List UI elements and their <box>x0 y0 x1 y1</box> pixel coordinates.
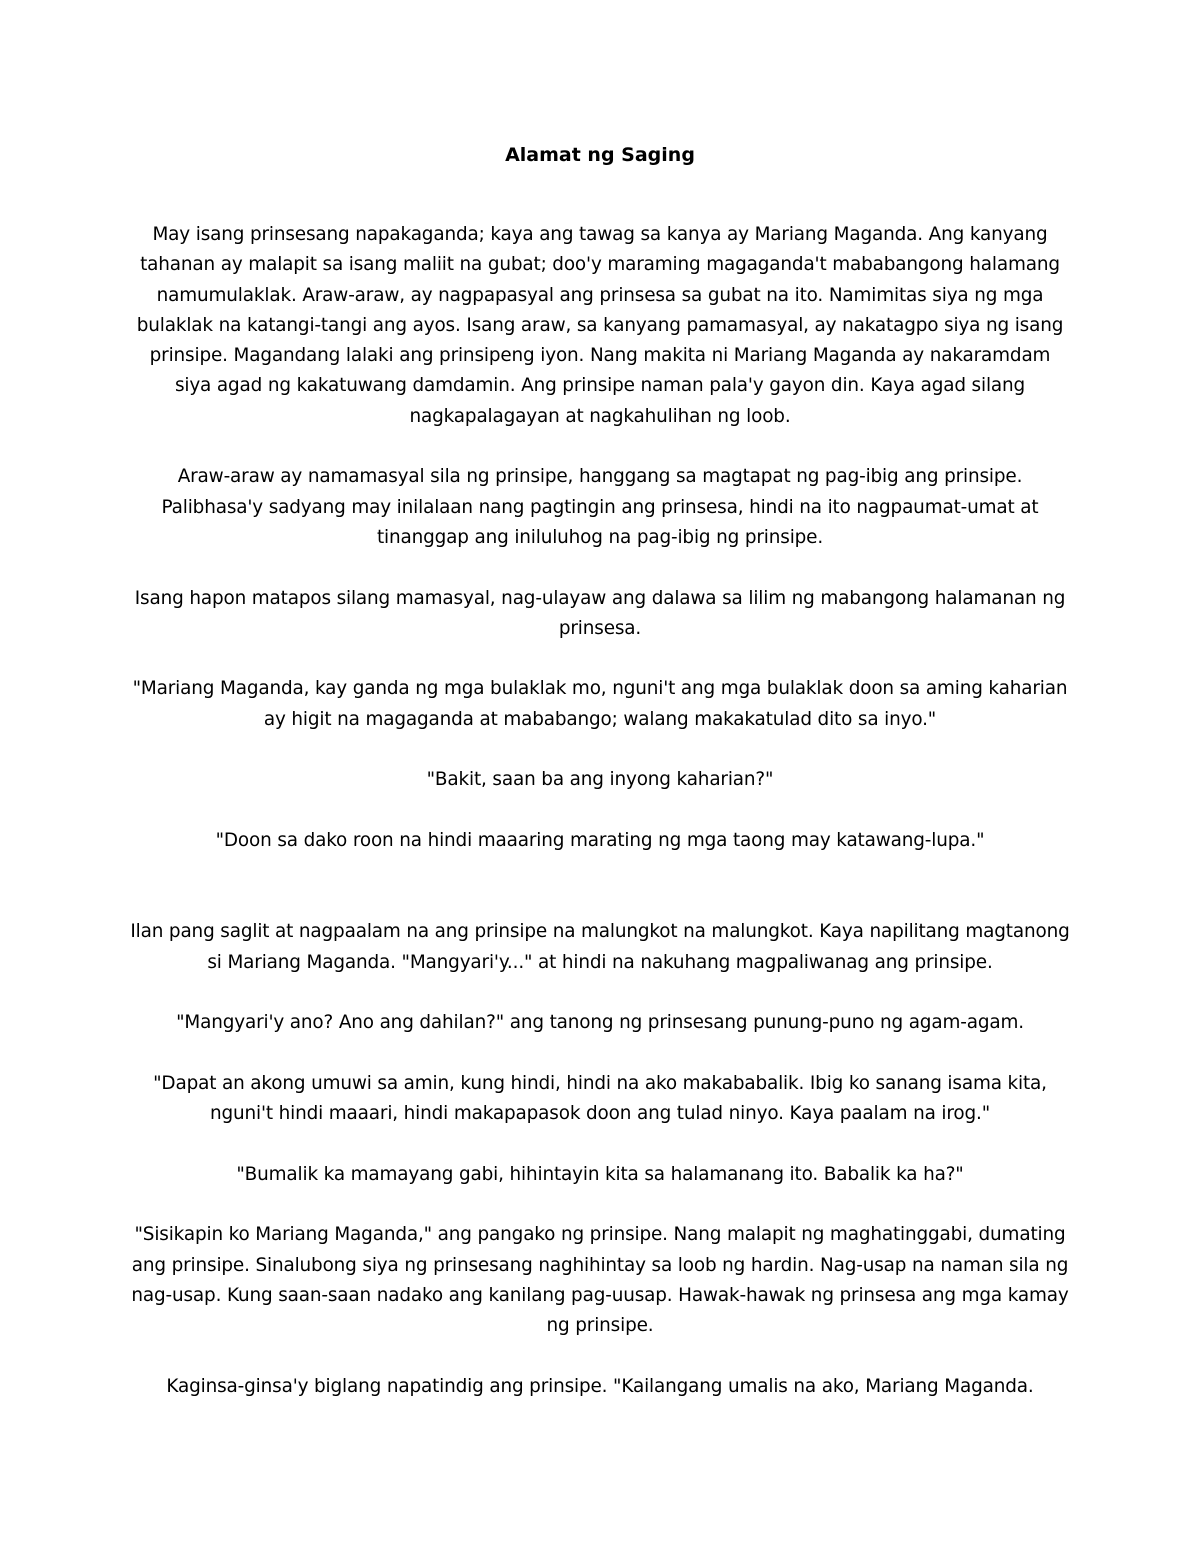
paragraph-farewell: Ilan pang saglit at nagpaalam na ang prinsipe na malungkot na malungkot. Kaya napilitang magtanong si Mariang Maganda. "Mangyari'y..." at hindi na nakuhang magpaliwanag ang prinsipe. <box>130 921 1070 973</box>
paragraph-must-go: "Dapat an akong umuwi sa amin, kung hindi, hindi na ako makababalik. Ibig ko sanang isama kita, nguni't hindi maaari, hindi makapapasok doon ang tulad ninyo. Kaya paalam na irog." <box>153 1072 1047 1125</box>
paragraph-come-back: "Bumalik ka mamayang gabi, hihintayin kita sa halamanang ito. Babalik ka ha?" <box>236 1163 964 1185</box>
paragraph-answer-kingdom: "Doon sa dako roon na hindi maaaring marating ng mga taong may katawang-lupa." <box>215 829 985 851</box>
paragraph-afternoon: Isang hapon matapos silang mamasyal, nag-ulayaw ang dalawa sa lilim ng mabangong halamanan ng prinsesa. <box>134 587 1066 639</box>
paragraph-prince-flowers: "Mariang Maganda, kay ganda ng mga bulaklak mo, nguni't ang mga bulaklak doon sa aming kaharian ay higit na magaganda at mababango; walang makakatulad dito sa inyo." <box>132 678 1068 730</box>
paragraph-promise: "Sisikapin ko Mariang Maganda," ang pangako ng prinsipe. Nang malapit ng maghatinggabi, dumating ang prinsipe. Sinalubong siya ng prinsesang naghihintay sa loob ng hardin. Nag-usap na naman sila ng nag-usap. Kung saan-saan nadako ang kanilang pag-uusap. Hawak-hawak ng prinsesa ang mga kamay ng prinsipe. <box>131 1224 1069 1337</box>
paragraph-sudden-leave: Kaginsa-ginsa'y biglang napatindig ang prinsipe. "Kailangang umalis na ako, Mariang Maganda. <box>166 1375 1034 1397</box>
document-title: Alamat ng Saging <box>505 144 695 166</box>
paragraph-question-kingdom: "Bakit, saan ba ang inyong kaharian?" <box>426 769 774 791</box>
document-body <box>130 140 1070 1432</box>
paragraph-why: "Mangyari'y ano? Ano ang dahilan?" ang tanong ng prinsesang punung-puno ng agam-agam. <box>176 1012 1024 1034</box>
paragraph-intro: May isang prinsesang napakaganda; kaya ang tawag sa kanya ay Mariang Maganda. Ang kanyang tahanan ay malapit sa isang maliit na gubat; doo'y maraming magaganda't mababangong halamang namumulaklak. Araw-araw, ay nagpapasyal ang prinsesa sa gubat na ito. Namimitas siya ng mga bulaklak na katangi-tangi ang ayos. Isang araw, sa kanyang pamamasyal, ay nakatagpo siya ng isang prinsipe. Magandang lalaki ang prinsipeng iyon. Nang makita ni Mariang Maganda ay nakaramdam siya agad ng kakatuwang damdamin. Ang prinsipe naman pala'y gayon din. Kaya agad silang nagkapalagayan at nagkahulihan ng loob. <box>136 224 1064 427</box>
paragraph-courtship: Araw-araw ay namamasyal sila ng prinsipe, hanggang sa magtapat ng pag-ibig ang prinsipe. Palibhasa'y sadyang may inilalaan nang pagtingin ang prinsesa, hindi na ito nagpaumat-umat at tinanggap ang iniluluhog na pag-ibig ng prinsipe. <box>161 466 1039 548</box>
